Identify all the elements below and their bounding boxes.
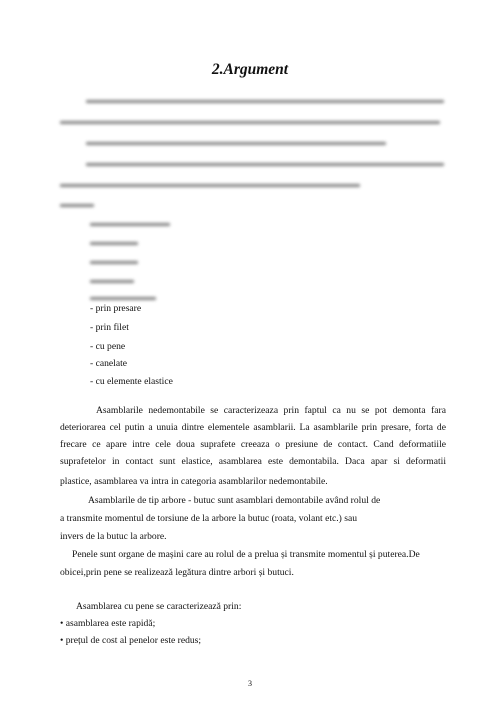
paragraph-line: Asamblarile nedemontabile se caracterizeaza prin faptul ca nu se pot demonta fara	[96, 405, 446, 416]
blurred-line	[90, 261, 138, 264]
paragraph-line: deteriorarea cel putin a unuia dintre elementele asamblarii. La asamblarile prin presare, forta de	[60, 422, 446, 433]
list-item: - prin presare	[90, 303, 142, 314]
list-item: - cu pene	[90, 341, 126, 352]
blurred-text-region	[60, 92, 450, 304]
blurred-line	[60, 121, 440, 124]
paragraph-line: suprafetelor in contact sunt elastice, asamblarea este demontabila. Daca apar si deformatii	[60, 456, 446, 467]
paragraph-line: invers de la butuc la arbore.	[60, 531, 167, 542]
blurred-line	[90, 223, 170, 226]
bullet-item: • prețul de cost al penelor este redus;	[60, 635, 202, 646]
list-item: - prin filet	[90, 322, 129, 333]
page-number: 3	[248, 679, 252, 688]
paragraph-line: a transmite momentul de torsiune de la arbore la butuc (roata, volant etc.) sau	[60, 513, 358, 524]
blurred-line	[90, 297, 156, 300]
list-item: - cu elemente elastice	[90, 376, 173, 387]
blurred-line	[60, 184, 360, 187]
page-title: 2.Argument	[211, 61, 289, 78]
paragraph-line: Asamblarile de tip arbore - butuc sunt asamblari demontabile având rolul de	[88, 495, 381, 506]
paragraph-line: plastice, asamblarea va intra in categoria asamblarilor nedemontabile.	[60, 476, 328, 487]
blurred-line	[60, 204, 94, 207]
paragraph-line: Asamblarea cu pene se caracterizează prin:	[76, 601, 242, 612]
blurred-line	[86, 163, 444, 166]
blurred-line	[86, 100, 444, 103]
paragraph-line: obicei,prin pene se realizează legătura dintre arbori și butuci.	[60, 567, 294, 578]
paragraph-line: Penele sunt organe de mașini care au rolul de a prelua și transmite momentul și puterea.De	[72, 549, 420, 560]
list-item: - canelate	[90, 358, 128, 369]
blurred-line	[90, 280, 134, 283]
blurred-line	[90, 242, 138, 245]
paragraph-line: frecare ce apare intre cele doua suprafete creeaza o presiune de contact. Cand deformatiile	[60, 439, 446, 450]
bullet-item: • asamblarea este rapidă;	[60, 618, 156, 629]
blurred-line	[86, 142, 386, 145]
